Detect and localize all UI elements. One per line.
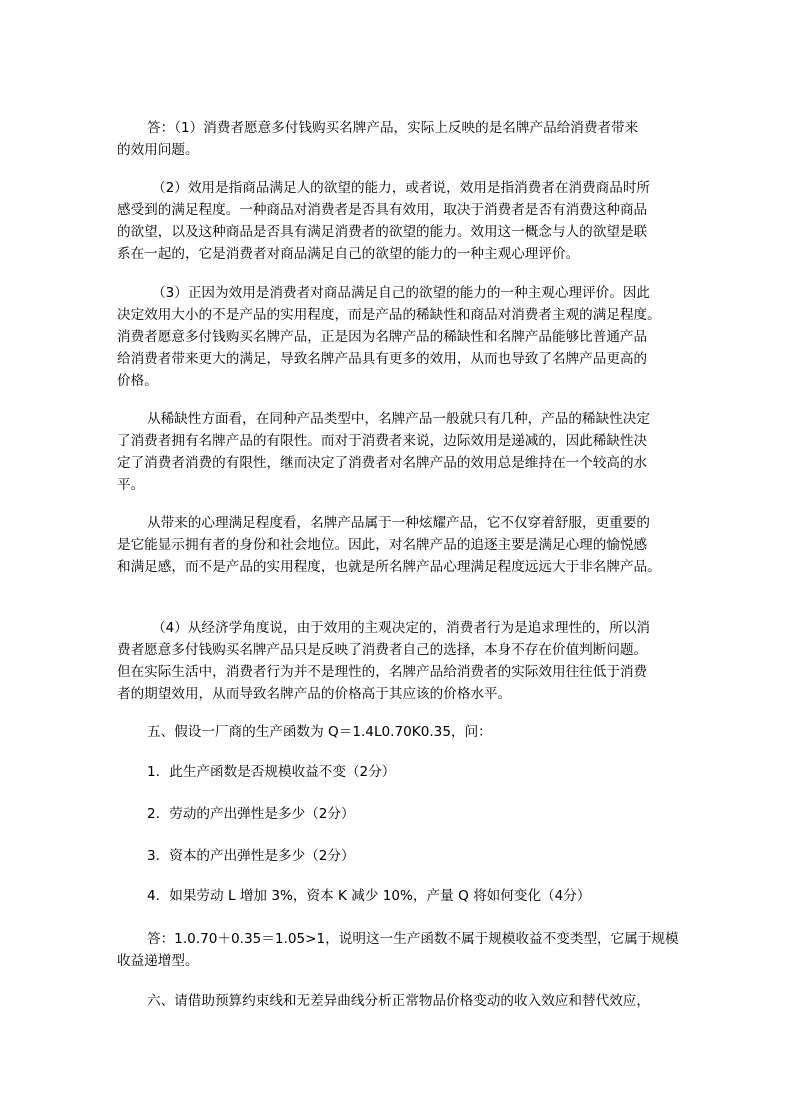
paragraph-line: （3）正因为效用是消费者对商品满足自己的欲望的能力的一种主观心理评价。因此: [152, 285, 651, 301]
paragraph-line: 费者愿意多付钱购买名牌产品只是反映了消费者自己的选择，本身不存在价值判断问题。: [117, 642, 648, 658]
paragraph-line: 感受到的满足程度。一种商品对消费者是否具有效用，取决于消费者是否有消费这种商品: [117, 202, 648, 218]
paragraph-line: 消费者愿意多付钱购买名牌产品，正是因为名牌产品的稀缺性和名牌产品能够比普通产品: [117, 329, 648, 345]
paragraph-line: 六、请借助预算约束线和无差异曲线分析正常物品价格变动的收入效应和替代效应，: [147, 993, 650, 1009]
paragraph-line: 价格。: [117, 373, 158, 389]
paragraph-line: 定了消费者消费的有限性，继而决定了消费者对名牌产品的效用总是维持在一个较高的水: [117, 455, 648, 471]
paragraph-line: 4．如果劳动 L 增加 3%，资本 K 减少 10%，产量 Q 将如何变化（4分）: [147, 888, 591, 904]
paragraph-line: 和满足感，而不是产品的实用程度，也就是所名牌产品心理满足程度远远大于非名牌产品。: [117, 559, 661, 575]
paragraph-line: （2）效用是指商品满足人的欲望的能力，或者说，效用是指消费者在消费商品时所: [152, 180, 651, 196]
paragraph-line: 是它能显示拥有者的身份和社会地位。因此，对名牌产品的追逐主要是满足心理的愉悦感: [117, 537, 648, 553]
paragraph-line: 了消费者拥有名牌产品的有限性。而对于消费者来说，边际效用是递减的，因此稀缺性决: [117, 433, 648, 449]
paragraph-line: 3．资本的产出弹性是多少（2分）: [147, 848, 355, 864]
paragraph-line: 五、假设一厂商的生产函数为 Q＝1.4L0.70K0.35，问：: [147, 724, 492, 740]
paragraph-line: 系在一起的，它是消费者对商品满足自己的欲望的能力的一种主观心理评价。: [117, 246, 580, 262]
paragraph-line: 答：1.0.70＋0.35＝1.05>1，说明这一生产函数不属于规模收益不变类型，它属于规模: [147, 931, 679, 947]
paragraph-line: 答：（1）消费者愿意多付钱购买名牌产品，实际上反映的是名牌产品给消费者带来: [147, 120, 639, 136]
paragraph-line: 决定效用大小的不是产品的实用程度，而是产品的稀缺性和商品对消费者主观的满足程度。: [117, 307, 661, 323]
paragraph-line: 者的期望效用，从而导致名牌产品的价格高于其应该的价格水平。: [117, 686, 512, 702]
paragraph-line: 给消费者带来更大的满足，导致名牌产品具有更多的效用，从而也导致了名牌产品更高的: [117, 351, 648, 367]
paragraph-line: 的欲望，以及这种商品是否具有满足消费者的欲望的能力。效用这一概念与人的欲望是联: [117, 224, 648, 240]
paragraph-line: 平。: [117, 477, 145, 493]
paragraph-line: 从稀缺性方面看，在同种产品类型中，名牌产品一般就只有几种，产品的稀缺性决定: [147, 411, 650, 427]
paragraph-line: 2．劳动的产出弹性是多少（2分）: [147, 806, 355, 822]
paragraph-line: 从带来的心理满足程度看，名牌产品属于一种炫耀产品，它不仅穿着舒服，更重要的: [147, 515, 650, 531]
paragraph-line: 收益递增型。: [117, 953, 199, 969]
paragraph-line: 的效用问题。: [117, 142, 199, 158]
paragraph-line: 但在实际生活中，消费者行为并不是理性的，名牌产品给消费者的实际效用往往低于消费: [117, 664, 648, 680]
paragraph-line: （4）从经济学角度说，由于效用的主观决定的，消费者行为是追求理性的，所以消: [152, 620, 651, 636]
paragraph-line: 1．此生产函数是否规模收益不变（2分）: [147, 764, 396, 780]
